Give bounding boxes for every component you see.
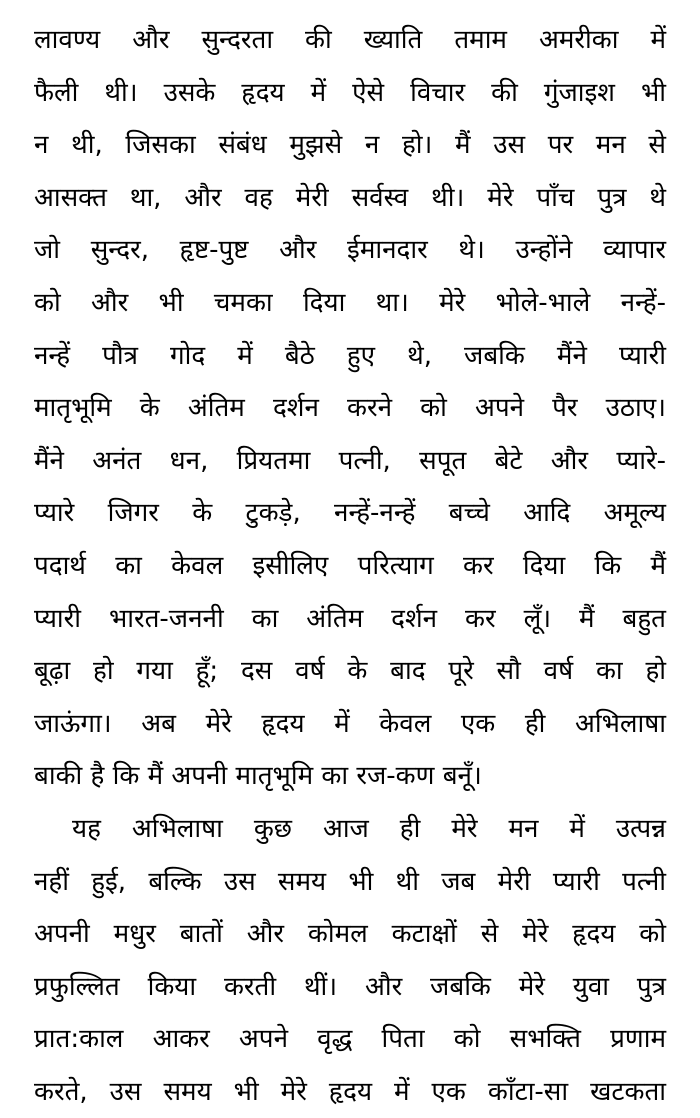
text-line: मातृभूमि के अंतिम दर्शन करने को अपने पैर उठाए।	[34, 393, 666, 424]
text-line: जाऊंगा। अब मेरे हृदय में केवल एक ही अभिलाषा	[34, 708, 666, 739]
text-line: अपनी मधुर बातों और कोमल कटाक्षों से मेरे हृदय को	[34, 919, 666, 950]
text-line: बूढ़ा हो गया हूँ; दस वर्ष के बाद पूरे सौ वर्ष का हो	[34, 656, 666, 687]
paragraph-2	[34, 803, 666, 1118]
text-line: प्रफुल्लित किया करती थीं। और जबकि मेरे युवा पुत्र	[34, 971, 666, 1002]
text-line: जो सुन्दर, हृष्ट-पुष्ट और ईमानदार थे। उन्होंने व्यापार	[34, 235, 666, 266]
text-line: प्यारी भारत-जननी का अंतिम दर्शन कर लूँ। मैं बहुत	[34, 603, 666, 634]
paragraph-1	[34, 14, 666, 803]
text-line: लावण्य और सुन्दरता की ख्याति तमाम अमरीका में	[34, 25, 666, 55]
text-line: फैली थी। उसके हृदय में ऐसे विचार की गुंजाइश भी	[34, 77, 666, 108]
text-line: नन्हें पौत्र गोद में बैठे हुए थे, जबकि मैंने प्यारी	[34, 340, 666, 371]
text-line: यह अभिलाषा कुछ आज ही मेरे मन में उत्पन्न	[72, 813, 666, 844]
text-line: मैंने अनंत धन, प्रियतमा पत्नी, सपूत बेटे और प्यारे-	[34, 445, 666, 476]
text-line: बाकी है कि मैं अपनी मातृभूमि का रज-कण बनूँ।	[34, 761, 482, 792]
text-line: नहीं हुई, बल्कि उस समय भी थी जब मेरी प्यारी पत्नी	[34, 866, 666, 897]
text-line: प्यारे जिगर के टुकड़े, नन्हें-नन्हें बच्चे आदि अमूल्य	[34, 498, 666, 529]
text-line: आसक्त था, और वह मेरी सर्वस्व थी। मेरे पाँच पुत्र थे	[34, 182, 666, 213]
text-line: न थी, जिसका संबंध मुझसे न हो। मैं उस पर मन से	[34, 130, 666, 161]
text-line: को और भी चमका दिया था। मेरे भोले-भाले नन्हें-	[34, 287, 666, 318]
text-line: करते, उस समय भी मेरे हृदय में एक काँटा-सा खटकता	[34, 1076, 666, 1107]
text-line: प्रात:काल आकर अपने वृद्ध पिता को सभक्ति प्रणाम	[34, 1024, 666, 1055]
text-line: पदार्थ का केवल इसीलिए परित्याग कर दिया कि मैं	[34, 550, 666, 581]
